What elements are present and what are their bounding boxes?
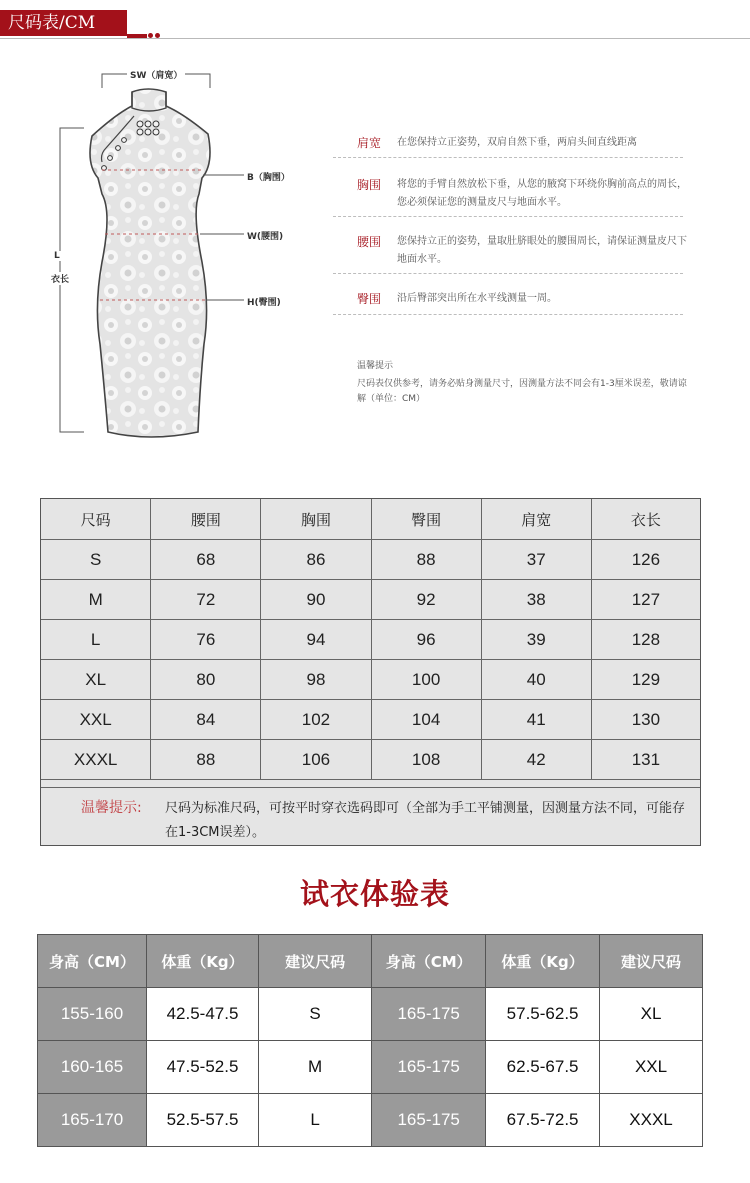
label-shoulder-width: SW（肩宽） bbox=[127, 68, 185, 81]
table-cell: 98 bbox=[261, 660, 371, 700]
guide-desc: 将您的手臂自然放松下垂，从您的腋窝下环绕你胸前高点的周长，您必须保证您的测量皮尺与地面水平。 bbox=[397, 179, 687, 208]
size-cell: XL bbox=[41, 660, 151, 700]
column-header: 肩宽 bbox=[481, 499, 591, 540]
table-cell: 41 bbox=[481, 700, 591, 740]
guide-divider bbox=[333, 157, 683, 158]
height-cell: 165-175 bbox=[372, 1041, 486, 1094]
size-cell: S bbox=[258, 988, 371, 1041]
label-hip: H(臀围) bbox=[247, 298, 281, 308]
column-header: 建议尺码 bbox=[258, 935, 371, 988]
table-row bbox=[41, 540, 700, 580]
size-table-header bbox=[41, 499, 700, 540]
measurement-tips bbox=[357, 358, 687, 407]
header-dot bbox=[148, 33, 153, 38]
table-cell: 80 bbox=[151, 660, 261, 700]
size-cell: XXXL bbox=[600, 1094, 703, 1147]
table-cell: 39 bbox=[481, 620, 591, 660]
guide-desc: 沿后臀部突出所在水平线测量一周。 bbox=[397, 293, 557, 304]
column-header: 尺码 bbox=[41, 499, 151, 540]
guide-desc: 在您保持立正姿势，双肩自然下垂，两肩头间直线距离 bbox=[397, 137, 637, 148]
header-dot bbox=[155, 33, 160, 38]
header-rule bbox=[0, 38, 750, 39]
height-cell: 165-175 bbox=[372, 1094, 486, 1147]
table-cell: 92 bbox=[371, 580, 481, 620]
table-cell: 38 bbox=[481, 580, 591, 620]
height-cell: 155-160 bbox=[38, 988, 147, 1041]
label-bust: B（胸围） bbox=[247, 173, 290, 183]
fitting-table bbox=[37, 934, 703, 1147]
table-cell: 88 bbox=[151, 740, 261, 780]
table-cell: 127 bbox=[591, 580, 700, 620]
size-table-note bbox=[41, 787, 700, 846]
table-row bbox=[41, 620, 700, 660]
guide-term: 腰围 bbox=[357, 235, 382, 249]
table-cell: 100 bbox=[371, 660, 481, 700]
table-cell: 68 bbox=[151, 540, 261, 580]
table-cell: 102 bbox=[261, 700, 371, 740]
tips-text: 尺码表仅供参考，请务必贴身测量尺寸，因测量方法不同会有1-3厘米误差，敬请谅解（单位：CM） bbox=[357, 379, 687, 404]
size-chart-title: 尺码表/CM bbox=[0, 10, 127, 36]
table-cell: 96 bbox=[371, 620, 481, 660]
dress-outline bbox=[90, 89, 210, 437]
page-header bbox=[0, 0, 750, 44]
tips-title: 温馨提示 bbox=[357, 361, 394, 371]
column-header: 建议尺码 bbox=[600, 935, 703, 988]
table-cell: 131 bbox=[591, 740, 700, 780]
guide-divider bbox=[333, 273, 683, 274]
table-cell: 126 bbox=[591, 540, 700, 580]
table-row bbox=[41, 580, 700, 620]
size-table bbox=[41, 499, 700, 780]
table-cell: 128 bbox=[591, 620, 700, 660]
column-header: 身高（CM） bbox=[38, 935, 147, 988]
size-table-panel bbox=[40, 498, 701, 846]
weight-cell: 42.5-47.5 bbox=[147, 988, 259, 1041]
guide-term: 胸围 bbox=[357, 178, 382, 192]
guide-divider bbox=[333, 216, 683, 217]
size-cell: L bbox=[258, 1094, 371, 1147]
label-length: L bbox=[50, 251, 64, 261]
column-header: 衣长 bbox=[591, 499, 700, 540]
height-cell: 165-170 bbox=[38, 1094, 147, 1147]
table-cell: 72 bbox=[151, 580, 261, 620]
size-cell: XXL bbox=[41, 700, 151, 740]
note-text: 尺码为标准尺码，可按平时穿衣选码即可（全部为手工平铺测量，因测量方法不同，可能存在1-3CM误差）。 bbox=[165, 801, 686, 840]
column-header: 腰围 bbox=[151, 499, 261, 540]
size-cell: M bbox=[258, 1041, 371, 1094]
column-header: 体重（Kg） bbox=[147, 935, 259, 988]
table-cell: 104 bbox=[371, 700, 481, 740]
table-cell: 90 bbox=[261, 580, 371, 620]
guide-desc: 您保持立正的姿势，量取肚脐眼处的腰围周长，请保证测量皮尺下地面水平。 bbox=[397, 236, 687, 265]
table-row bbox=[38, 988, 703, 1041]
size-cell: S bbox=[41, 540, 151, 580]
table-cell: 84 bbox=[151, 700, 261, 740]
table-cell: 129 bbox=[591, 660, 700, 700]
size-cell: XXL bbox=[600, 1041, 703, 1094]
table-row bbox=[41, 660, 700, 700]
weight-cell: 67.5-72.5 bbox=[486, 1094, 600, 1147]
size-cell: L bbox=[41, 620, 151, 660]
size-cell: XXXL bbox=[41, 740, 151, 780]
size-cell: XL bbox=[600, 988, 703, 1041]
table-cell: 42 bbox=[481, 740, 591, 780]
fitting-table-header bbox=[38, 935, 703, 988]
table-cell: 94 bbox=[261, 620, 371, 660]
column-header: 身高（CM） bbox=[372, 935, 486, 988]
table-cell: 106 bbox=[261, 740, 371, 780]
table-cell: 40 bbox=[481, 660, 591, 700]
table-row bbox=[41, 740, 700, 780]
table-row bbox=[38, 1041, 703, 1094]
height-cell: 165-175 bbox=[372, 988, 486, 1041]
size-cell: M bbox=[41, 580, 151, 620]
guide-divider bbox=[333, 314, 683, 315]
guide-term: 肩宽 bbox=[357, 136, 382, 150]
weight-cell: 52.5-57.5 bbox=[147, 1094, 259, 1147]
height-cell: 160-165 bbox=[38, 1041, 147, 1094]
header-accent-bar bbox=[127, 34, 147, 38]
table-cell: 108 bbox=[371, 740, 481, 780]
table-cell: 130 bbox=[591, 700, 700, 740]
table-cell: 37 bbox=[481, 540, 591, 580]
weight-cell: 62.5-67.5 bbox=[486, 1041, 600, 1094]
column-header: 胸围 bbox=[261, 499, 371, 540]
weight-cell: 57.5-62.5 bbox=[486, 988, 600, 1041]
measurement-figure bbox=[0, 44, 750, 484]
weight-cell: 47.5-52.5 bbox=[147, 1041, 259, 1094]
column-header: 体重（Kg） bbox=[486, 935, 600, 988]
table-cell: 88 bbox=[371, 540, 481, 580]
table-cell: 76 bbox=[151, 620, 261, 660]
column-header: 臀围 bbox=[371, 499, 481, 540]
guide-term: 臀围 bbox=[357, 292, 382, 306]
label-waist: W(腰围) bbox=[247, 232, 284, 242]
table-row bbox=[41, 700, 700, 740]
fitting-table-title: 试衣体验表 bbox=[299, 877, 450, 911]
label-length-cn: 衣长 bbox=[50, 272, 70, 285]
table-row bbox=[38, 1094, 703, 1147]
table-cell: 86 bbox=[261, 540, 371, 580]
note-label: 温馨提示: bbox=[81, 800, 142, 816]
